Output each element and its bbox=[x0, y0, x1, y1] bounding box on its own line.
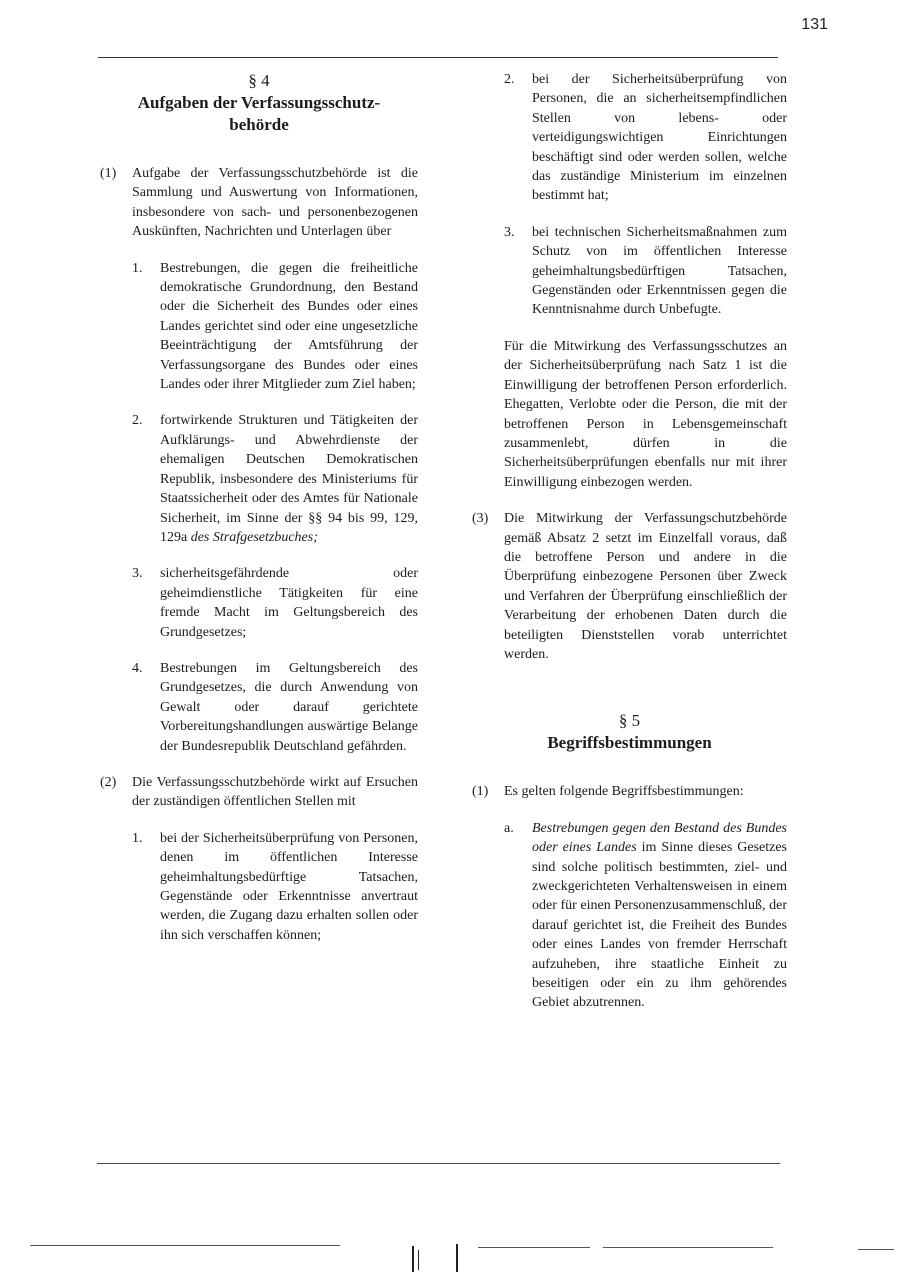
section-5-heading bbox=[472, 710, 787, 754]
item-text: fortwirkende Strukturen und Tätigkeiten der Aufklärungs- und Abwehrdienste der ehemaligen Deutschen Demokratischen Republik, insbesondere des Ministeriums für Staatssicherheit oder des Amtes für Nationale Sicherheit, im Sinne der §§ 94 bis 99, 129, 129a bbox=[160, 413, 418, 545]
header-rule bbox=[98, 57, 778, 58]
page-number: 131 bbox=[801, 16, 828, 33]
paragraph-text: Es gelten folgende Begriffsbestimmungen: bbox=[504, 784, 744, 800]
item-number: 1. bbox=[132, 260, 143, 276]
list-item bbox=[100, 259, 418, 395]
item-number: 2. bbox=[132, 413, 143, 429]
left-column bbox=[100, 70, 418, 945]
section-5-paragraph-1 bbox=[472, 782, 787, 801]
list-item bbox=[100, 659, 418, 756]
item-text: Bestrebungen, die gegen die freiheitliche demokratische Grundordnung, den Bestand oder die Sicherheit des Bundes oder eines Landes gerichtet sind oder eine ungesetzliche Beeinträchtigung der Amtsführung der Verfassungsorgane des Bundes oder eines Landes oder ihrer Mitglieder zum Ziel haben; bbox=[160, 260, 418, 393]
section-4-title-line1: Aufgaben der Verfassungsschutz- bbox=[137, 93, 381, 112]
section-5-title: Begriffsbestimmungen bbox=[547, 733, 712, 753]
paragraph-number: (3) bbox=[472, 511, 489, 527]
section-4-paragraph-2 bbox=[100, 773, 418, 812]
item-number: a. bbox=[504, 820, 514, 836]
list-item bbox=[472, 70, 787, 206]
paragraph-text: Aufgabe der Verfassungsschutzbehörde ist die Sammlung und Auswertung von Informationen, insbesondere von sach- und personenbezogenen Auskünften, Nachrichten und Unterlagen über bbox=[132, 166, 418, 240]
section-4-paragraph-3 bbox=[472, 509, 787, 664]
list-item bbox=[472, 223, 787, 320]
paragraph-number: (2) bbox=[100, 774, 117, 790]
paragraph-text: Die Verfassungsschutzbehörde wirkt auf Ersuchen der zuständigen öffentlichen Stellen mit bbox=[132, 774, 418, 810]
section-4-title-line2: behörde bbox=[229, 115, 289, 134]
scan-artifact-line bbox=[478, 1247, 590, 1248]
item-text: bei der Sicherheitsüberprüfung von Personen, die an sicherheitsempfindlichen Stellen von lebens- oder verteidigungswichtigen Einrichtungen beschäftigt sind oder werden sollen, welche das zuständige Ministerium im einzelnen bestimmt hat; bbox=[532, 72, 787, 204]
item-number: 1. bbox=[132, 830, 143, 846]
item-lead-italic: Bestrebungen gegen den Bestand des Bundes oder eines Landes bbox=[532, 820, 787, 856]
item-text: bei der Sicherheitsüberprüfung von Personen, denen im öffentlichen Interesse geheimhaltungsbedürftige Tatsachen, Gegenstände oder Erkenntnisse anvertraut werden, die Zugang dazu erhalten sollen oder ihn sich verschaffen können; bbox=[160, 830, 418, 943]
item-text-italic: des Strafgesetzbuches; bbox=[190, 529, 318, 545]
paragraph-number: (1) bbox=[100, 166, 117, 181]
item-text: sicherheitsgefährdende oder geheimdienstliche Tätigkeiten für eine fremde Macht im Geltungsbereich des Grundgesetzes; bbox=[160, 566, 418, 640]
item-text: im Sinne dieses Gesetzes sind solche politisch bestimmten, ziel- und zweckgerichteten Verhaltensweisen in einem oder für einen Personenzusammenschluß, der darauf gerichtet ist, die Freiheit des Bundes oder eines Landes von fremder Herrschaft aufzuheben, ihre staatliche Einheit zu beseitigen oder ein zu ihm gehörendes Gebiet abzutrennen. bbox=[532, 840, 787, 1011]
section-4-number: § 4 bbox=[248, 71, 270, 90]
scan-artifact-bar bbox=[418, 1250, 419, 1270]
item-number: 3. bbox=[504, 224, 515, 240]
section-5-number: § 5 bbox=[618, 711, 641, 731]
section-4-paragraph-1 bbox=[100, 164, 418, 242]
item-number: 4. bbox=[132, 660, 143, 676]
list-item bbox=[100, 829, 418, 945]
scan-artifact-bar bbox=[412, 1246, 414, 1272]
section-4-heading bbox=[100, 70, 418, 136]
item-text: bei technischen Sicherheitsmaßnahmen zum Schutz von im öffentlichen Interesse geheimhaltungsbedürftigen Tatsachen, Gegenständen oder Erkenntnissen gegen die Kenntnisnahme durch Unbefugte. bbox=[532, 224, 787, 318]
scan-artifact-bar bbox=[456, 1244, 458, 1272]
scan-artifact-line bbox=[603, 1247, 773, 1248]
right-column bbox=[472, 70, 787, 1013]
scan-artifact-line bbox=[858, 1249, 894, 1250]
item-number: 3. bbox=[132, 566, 143, 582]
list-item bbox=[100, 564, 418, 642]
section-4-paragraph-2-continuation: Für die Mitwirkung des Verfassungsschutzes an der Sicherheitsüberprüfung nach Satz 1 ist die Einwilligung der betroffenen Person erforderlich. Ehegatten, Verlobte oder die Person, die mit der betroffenen Person in Lebensgemeinschaft zusammenlebt, dürfen in die Sicherheitsüberprüfungen ebenfalls nur mit ihrer Einwilligung einbezogen werden. bbox=[504, 338, 787, 490]
list-item bbox=[472, 819, 787, 1013]
item-text: Bestrebungen im Geltungsbereich des Grundgesetzes, die durch Anwendung von Gewalt oder darauf gerichtete Vorbereitungshandlungen auswärtige Belange der Bundesrepublik Deutschland gefährden. bbox=[160, 660, 418, 754]
item-number: 2. bbox=[504, 72, 515, 87]
scan-artifact-line bbox=[30, 1245, 340, 1246]
paragraph-text: Die Mitwirkung der Verfassungschutzbehörde gemäß Absatz 2 setzt im Einzelfall voraus, daß die betroffene Person und andere in die Überprüfung einbezogene Personen über Zweck und Verfahren der Überprüfung einschließlich der Verarbeitung der erhobenen Daten durch die beteiligten Dienststellen vorab unterrichtet werden. bbox=[504, 511, 787, 662]
footer-rule bbox=[97, 1163, 780, 1164]
list-item bbox=[100, 411, 418, 547]
paragraph-number: (1) bbox=[472, 784, 489, 800]
